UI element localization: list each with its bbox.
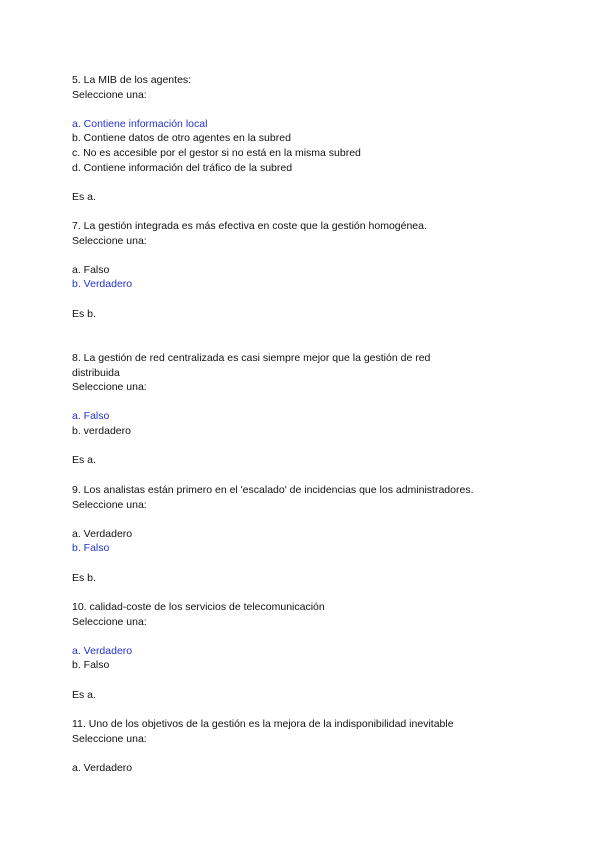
question-title: 5. La MIB de los agentes: [72,74,192,86]
option-selected: a. Verdadero [72,644,133,657]
option-selected: b. Verdadero [72,278,133,291]
question-prompt: Seleccione una: [72,732,147,745]
option-selected: a. Falso [72,410,110,423]
option: b. Falso [72,659,110,672]
question-title: 9. Los analistas están primero en el 'escalado' de incidencias que los administradores. [72,484,474,496]
option: b. Contiene datos de otro agentes en la subred [72,132,291,145]
option-selected: a. Contiene información local [72,117,208,130]
question-10 [72,600,512,702]
option: d. Contiene información del tráfico de la subred [72,161,293,174]
question-9 [72,483,512,585]
answer-text: Es b. [72,307,96,320]
question-prompt: Seleccione una: [72,498,147,511]
option: c. No es accesible por el gestor si no está en la misma subred [72,146,361,159]
question-prompt: Seleccione una: [72,615,147,628]
option: a. Verdadero [72,761,133,774]
question-prompt: Seleccione una: [72,381,147,394]
option-selected: b. Falso [72,542,110,555]
question-title: 10. calidad-coste de los servicios de telecomunicación [72,601,325,613]
answer-text: Es b. [72,571,96,584]
question-prompt: Seleccione una: [72,234,147,247]
question-title: 11. Uno de los objetivos de la gestión es la mejora de la indisponibilidad inevitable [72,718,454,730]
question-title: 7. La gestión integrada es más efectiva en coste que la gestión homogénea. [72,220,427,232]
option: a. Verdadero [72,527,133,540]
question-5 [72,73,512,204]
question-title-line-2: distribuida [72,366,120,379]
question-prompt: Seleccione una: [72,88,147,101]
option: b. verdadero [72,424,131,437]
answer-text: Es a. [72,454,96,467]
question-7 [72,219,512,321]
question-8 [72,351,512,468]
answer-text: Es a. [72,688,96,701]
option: a. Falso [72,263,110,276]
answer-text: Es a. [72,190,96,203]
question-title-line-1: 8. La gestión de red centralizada es casi siempre mejor que la gestión de red [72,352,431,364]
question-11 [72,717,512,775]
